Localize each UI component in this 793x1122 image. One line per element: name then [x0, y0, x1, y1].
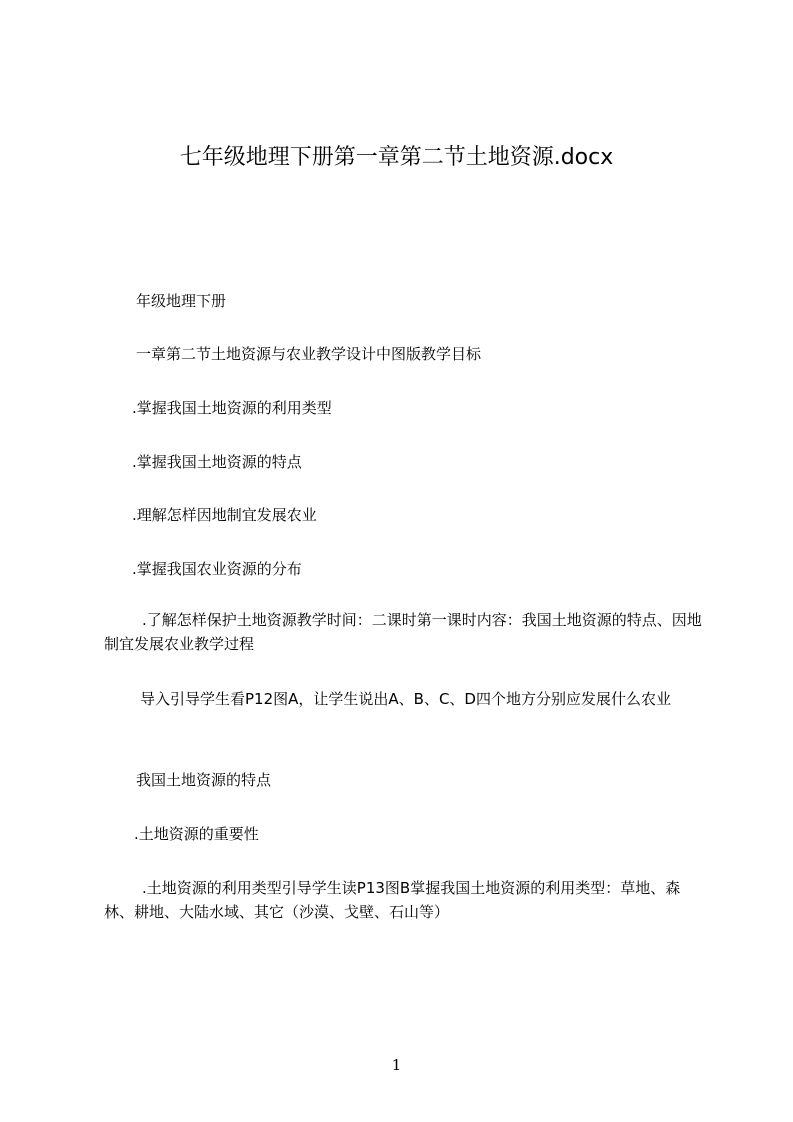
paragraph-objective-2: .掌握我国土地资源的特点: [132, 453, 302, 471]
paragraph-introduction: 导入引导学生看P12图A，让学生说出A、B、C、D四个地方分别应发展什么农业: [140, 690, 671, 708]
page-number: 1: [391, 1056, 402, 1074]
paragraph-land-use-types: .土地资源的利用类型引导学生读P13图B掌握我国土地资源的利用类型：草地、森林、耕地、大陆水域、其它（沙漠、戈壁、石山等）: [104, 879, 681, 921]
paragraph-objective-4: .掌握我国农业资源的分布: [132, 560, 302, 578]
paragraph-importance: .土地资源的重要性: [134, 825, 259, 843]
document-title: 七年级地理下册第一章第二节土地资源.docx: [179, 145, 614, 170]
paragraph-section-heading: 我国土地资源的特点: [136, 771, 272, 789]
paragraph-objective-5-schedule: .了解怎样保护土地资源教学时间：二课时第一课时内容：我国土地资源的特点、因地制宜发展农业教学过程: [104, 611, 702, 653]
paragraph-grade-subject: 年级地理下册: [136, 292, 227, 310]
paragraph-chapter-heading: 一章第二节土地资源与农业教学设计中图版教学目标: [136, 345, 482, 363]
paragraph-objective-1: .掌握我国土地资源的利用类型: [132, 399, 332, 417]
paragraph-objective-3: .理解怎样因地制宜发展农业: [132, 506, 317, 524]
